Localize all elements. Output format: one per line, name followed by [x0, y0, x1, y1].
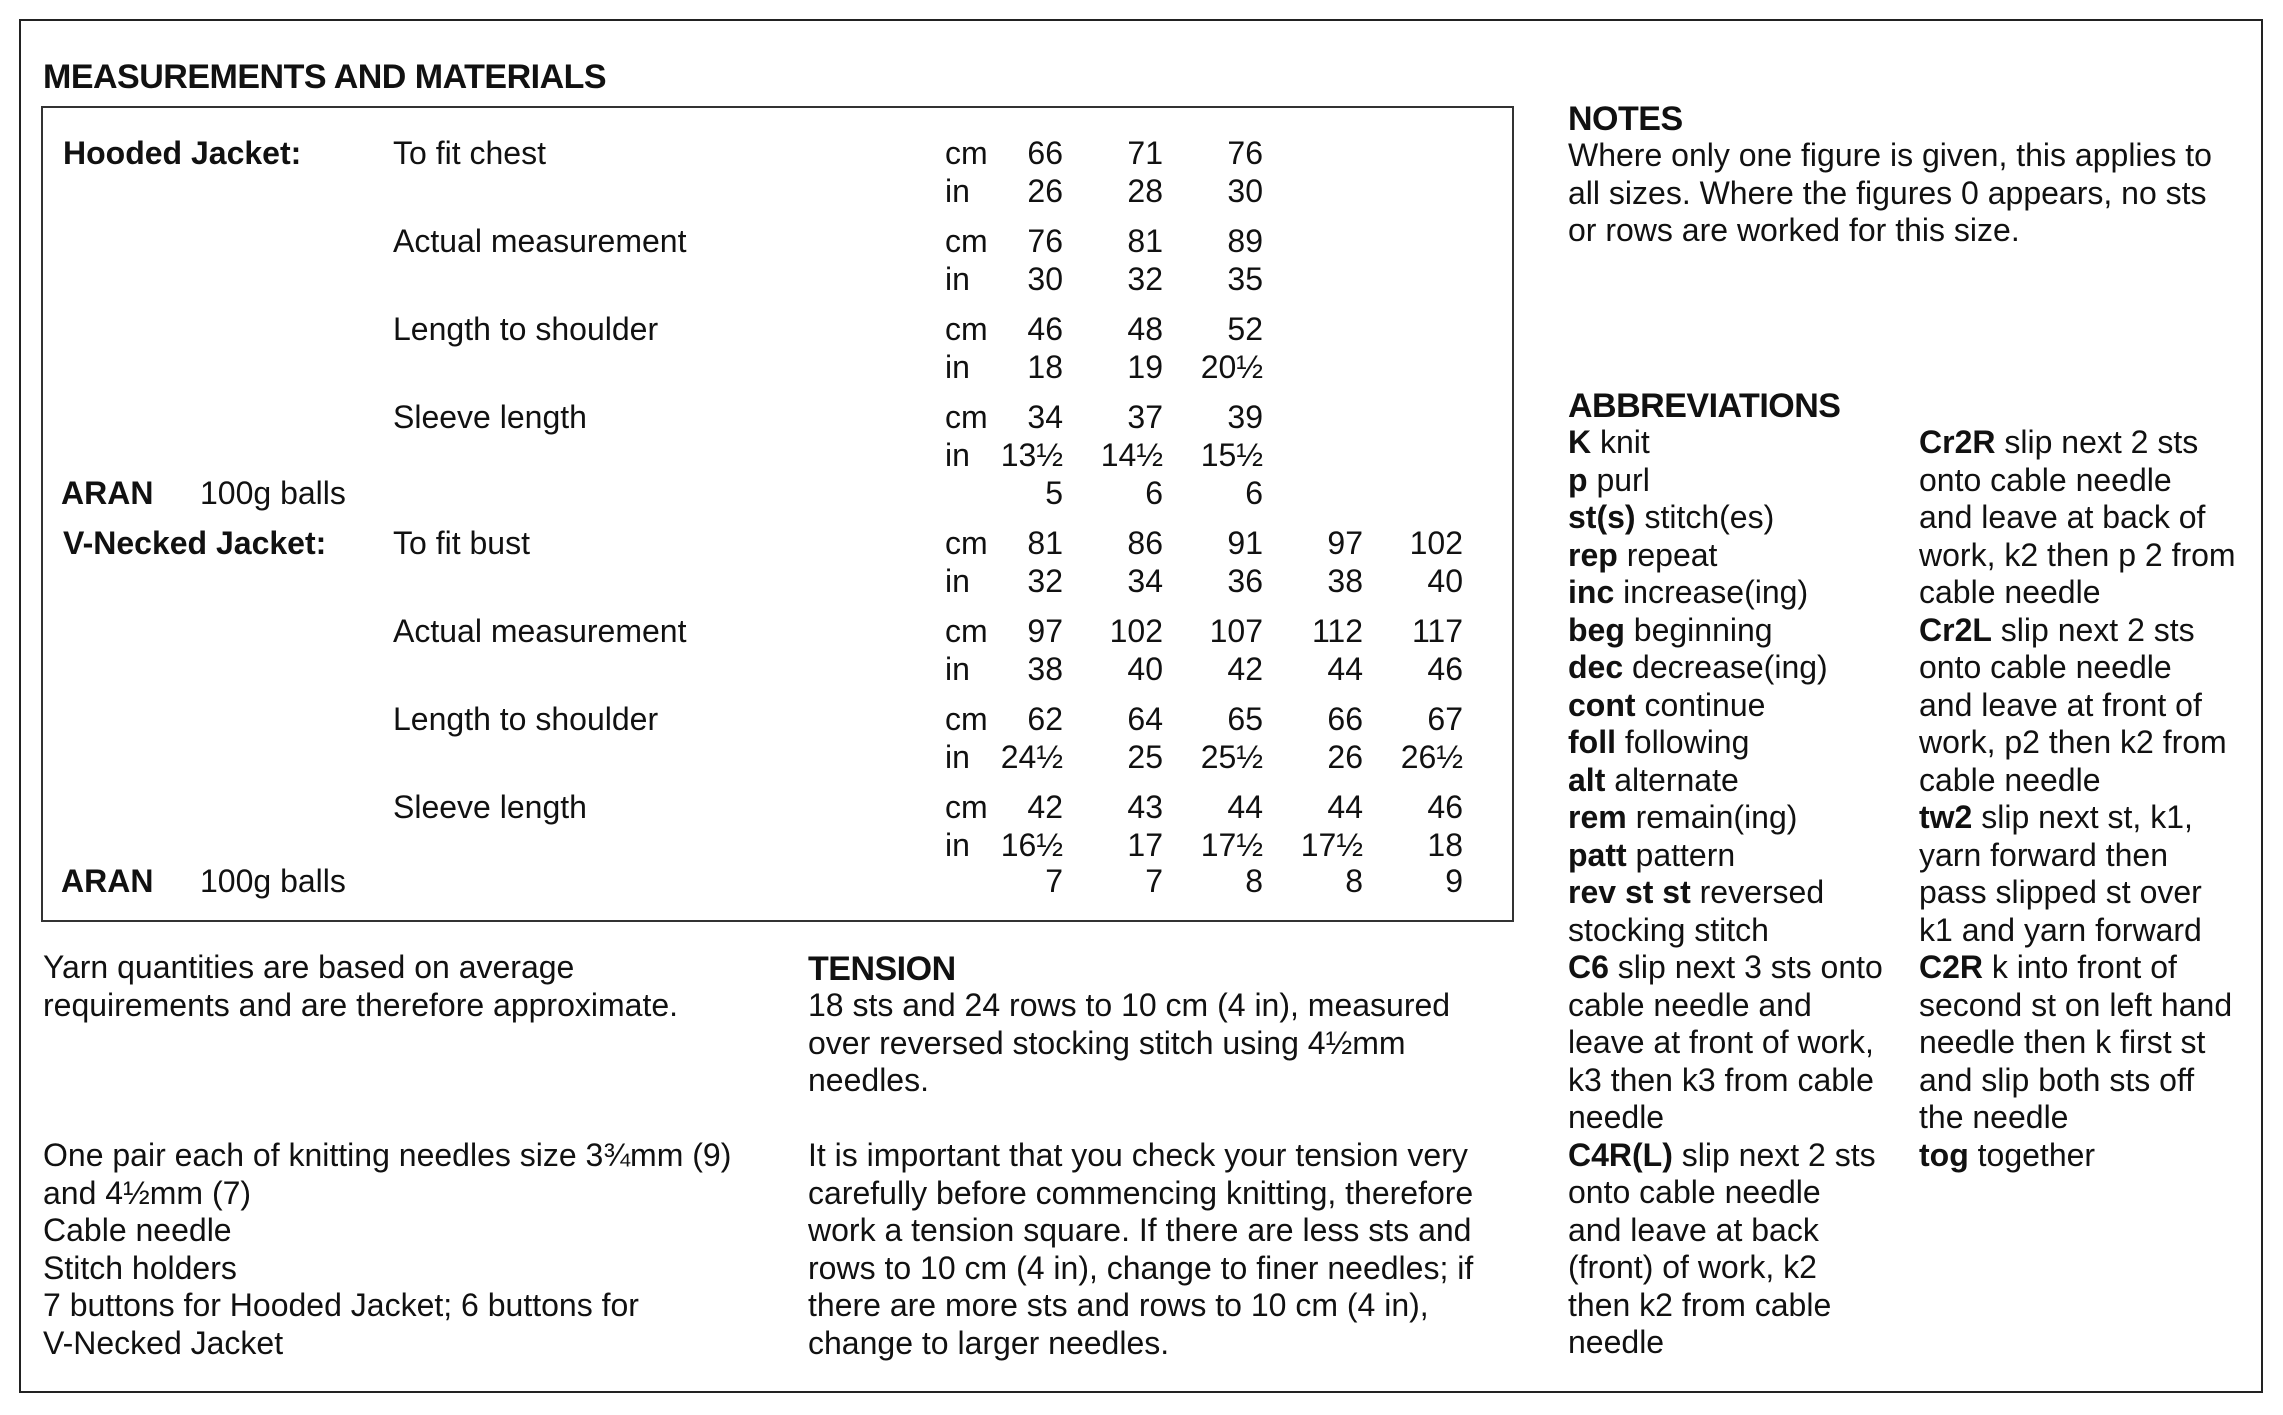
measurement-value-cm: 112: [1311, 613, 1363, 649]
materials-list: [43, 1137, 731, 1362]
measurement-value-cm: 62: [1027, 701, 1063, 737]
measurement-value-in: 17½: [1300, 827, 1363, 863]
abbreviation-row: [1919, 949, 2236, 987]
yarn-note: [43, 949, 678, 1024]
abbreviations-column-2: [1919, 424, 2236, 1174]
abbreviation-row: [1919, 799, 2236, 837]
abbreviation-term: C4R(L): [1568, 1136, 1673, 1173]
abbreviation-meaning: slip next 2 sts: [1672, 1136, 1876, 1173]
measurement-value-in: 17½: [1200, 827, 1263, 863]
abbreviation-row: [1568, 1324, 1883, 1362]
abbreviation-row: [1568, 1249, 1883, 1287]
abbreviation-term: cont: [1568, 686, 1636, 723]
abbreviation-row: [1919, 837, 2236, 875]
abbreviation-meaning: cable needle: [1919, 761, 2101, 798]
unit-in: in: [945, 261, 970, 297]
abbreviation-meaning: pass slipped st over: [1919, 874, 2202, 910]
measurement-value-cm: 76: [1027, 223, 1063, 259]
measurement-value-cm: 66: [1327, 701, 1363, 737]
measurement-name: To fit bust: [393, 525, 530, 561]
section-title: MEASUREMENTS AND MATERIALS: [43, 58, 607, 96]
yarn-type-label: ARAN: [61, 475, 154, 511]
measurement-value-cm: 102: [1409, 525, 1463, 561]
abbreviation-meaning: purl: [1587, 461, 1650, 498]
abbreviation-row: [1919, 762, 2236, 800]
measurement-value-in: 35: [1227, 261, 1263, 297]
abbreviation-row: [1568, 724, 1883, 762]
yarn-ball-desc: 100g balls: [200, 863, 346, 899]
abbreviation-row: [1919, 1024, 2236, 1062]
notes-heading: NOTES: [1568, 100, 1683, 138]
measurement-value-in: 14½: [1100, 437, 1163, 473]
yarn-ball-count: 7: [1145, 863, 1163, 899]
abbreviation-meaning: second st on left hand: [1919, 986, 2233, 1023]
unit-in: in: [945, 349, 970, 385]
abbreviation-row: [1568, 1062, 1883, 1100]
abbreviation-term: tog: [1919, 1136, 1969, 1173]
measurement-value-cm: 81: [1127, 223, 1163, 259]
tension-text: [808, 987, 1450, 1100]
measurement-value-cm: 67: [1427, 701, 1463, 737]
tension-line: 18 sts and 24 rows to 10 cm (4 in), measured: [808, 987, 1451, 1023]
measurement-value-in: 32: [1127, 261, 1163, 297]
abbreviation-meaning: cable needle: [1919, 574, 2101, 610]
measurement-value-cm: 34: [1027, 399, 1063, 435]
abbreviation-term: rep: [1568, 536, 1618, 573]
jacket-label: Hooded Jacket:: [63, 135, 302, 171]
materials-line: Cable needle: [43, 1212, 232, 1248]
abbreviation-meaning: following: [1615, 724, 1750, 760]
measurement-value-cm: 46: [1027, 311, 1063, 347]
measurement-value-in: 20½: [1200, 349, 1263, 385]
abbreviation-term: st(s): [1568, 499, 1636, 535]
measurement-value-in: 17: [1127, 827, 1163, 863]
yarn-ball-count: 9: [1445, 863, 1463, 899]
measurement-value-cm: 46: [1427, 789, 1463, 825]
measurement-value-cm: 89: [1227, 223, 1263, 259]
measurement-value-cm: 44: [1327, 789, 1363, 825]
abbreviation-term: alt: [1568, 761, 1606, 798]
abbreviation-meaning: onto cable needle: [1919, 649, 2172, 685]
measurement-value-in: 19: [1127, 349, 1163, 385]
unit-in: in: [945, 827, 970, 863]
tension-check-text: [808, 1137, 1473, 1362]
measurement-value-cm: 37: [1127, 399, 1163, 435]
abbreviation-row: [1919, 1099, 2236, 1137]
abbreviation-row: [1568, 1024, 1883, 1062]
measurement-value-in: 25: [1127, 739, 1163, 775]
abbreviation-meaning: continue: [1635, 686, 1766, 723]
measurement-value-in: 26: [1327, 739, 1363, 775]
abbreviation-term: inc: [1568, 574, 1615, 610]
unit-in: in: [945, 437, 970, 473]
abbreviation-row: [1568, 462, 1883, 500]
measurement-value-in: 38: [1027, 651, 1063, 687]
abbreviation-row: [1919, 687, 2236, 725]
abbreviation-row: [1568, 424, 1883, 462]
measurement-name: Sleeve length: [393, 399, 587, 435]
abbreviation-meaning: work, k2 then p 2 from: [1919, 536, 2236, 573]
measurement-value-in: 40: [1427, 563, 1463, 599]
tension-line: over reversed stocking stitch using 4½mm: [808, 1024, 1406, 1061]
abbreviation-row: [1568, 687, 1883, 725]
abbreviation-row: [1568, 1099, 1883, 1137]
abbreviations-column-1: [1568, 424, 1883, 1362]
abbreviation-meaning: (front) of work, k2: [1568, 1249, 1817, 1285]
yarn-ball-desc: 100g balls: [200, 475, 346, 511]
abbreviation-meaning: slip next 3 sts onto: [1608, 949, 1883, 985]
abbreviation-meaning: onto cable needle: [1568, 1174, 1821, 1210]
abbreviation-meaning: onto cable needle: [1919, 461, 2172, 498]
measurement-value-cm: 42: [1027, 789, 1063, 825]
abbreviation-row: [1919, 649, 2236, 687]
abbreviation-meaning: leave at front of work,: [1568, 1024, 1874, 1060]
abbreviation-row: [1568, 574, 1883, 612]
abbreviation-row: [1919, 612, 2236, 650]
tension-check-line: carefully before commencing knitting, therefore: [808, 1174, 1474, 1211]
measurement-name: Sleeve length: [393, 789, 587, 825]
abbreviation-meaning: beginning: [1624, 611, 1773, 648]
abbreviation-term: foll: [1568, 724, 1616, 760]
measurement-value-cm: 97: [1327, 525, 1363, 561]
measurement-value-in: 26½: [1400, 739, 1463, 775]
abbreviation-meaning: needle: [1568, 1324, 1665, 1360]
abbreviation-meaning: slip next 2 sts: [1995, 424, 2199, 460]
abbreviation-meaning: pattern: [1626, 836, 1736, 873]
tension-check-line: It is important that you check your tension very: [808, 1137, 1468, 1173]
measurement-value-in: 34: [1127, 563, 1163, 599]
measurement-value-cm: 102: [1109, 613, 1163, 649]
measurement-value-cm: 81: [1027, 525, 1063, 561]
abbreviation-term: dec: [1568, 649, 1624, 685]
yarn-ball-count: 7: [1045, 863, 1063, 899]
measurement-value-in: 25½: [1200, 739, 1263, 775]
tension-heading: TENSION: [808, 950, 956, 988]
measurement-value-in: 42: [1227, 651, 1263, 687]
abbreviation-meaning: reversed: [1690, 874, 1825, 910]
measurement-value-cm: 117: [1411, 613, 1463, 649]
abbreviation-row: [1568, 1212, 1883, 1250]
measurement-value-in: 18: [1027, 349, 1063, 385]
abbreviation-meaning: slip next st, k1,: [1972, 799, 2193, 835]
measurement-value-cm: 39: [1227, 399, 1263, 435]
abbreviation-term: Cr2L: [1919, 611, 1992, 648]
unit-cm: cm: [945, 399, 988, 435]
notes-text: [1568, 137, 2212, 250]
measurement-value-in: 30: [1227, 173, 1263, 209]
unit-cm: cm: [945, 789, 988, 825]
measurement-value-cm: 44: [1227, 789, 1263, 825]
measurement-value-cm: 86: [1127, 525, 1163, 561]
abbreviation-meaning: increase(ing): [1614, 574, 1809, 610]
measurement-name: Length to shoulder: [393, 311, 659, 347]
measurement-name: To fit chest: [393, 135, 546, 171]
abbreviation-meaning: stocking stitch: [1568, 911, 1769, 948]
yarn-ball-count: 6: [1245, 475, 1263, 511]
abbreviation-meaning: yarn forward then: [1919, 836, 2169, 873]
abbreviation-meaning: work, p2 then k2 from: [1919, 724, 2227, 760]
measurement-value-cm: 76: [1227, 135, 1263, 171]
yarn-ball-count: 5: [1045, 475, 1063, 511]
abbreviation-row: [1568, 987, 1883, 1025]
abbreviation-row: [1919, 912, 2236, 950]
materials-line: 7 buttons for Hooded Jacket; 6 buttons for: [43, 1287, 639, 1323]
unit-cm: cm: [945, 613, 988, 649]
measurement-value-cm: 48: [1127, 311, 1163, 347]
abbreviation-term: beg: [1568, 611, 1625, 648]
abbreviation-term: patt: [1568, 836, 1627, 873]
abbreviation-meaning: stitch(es): [1635, 499, 1775, 535]
measurement-value-cm: 43: [1127, 789, 1163, 825]
abbreviation-meaning: the needle: [1919, 1099, 2069, 1135]
unit-cm: cm: [945, 223, 988, 259]
measurement-value-in: 24½: [1000, 739, 1063, 775]
abbreviation-row: [1919, 462, 2236, 500]
measurement-value-in: 44: [1327, 651, 1363, 687]
abbreviation-row: [1568, 837, 1883, 875]
measurement-value-in: 38: [1327, 563, 1363, 599]
abbreviation-row: [1568, 499, 1883, 537]
notes-line: or rows are worked for this size.: [1568, 212, 2020, 248]
measurement-value-in: 16½: [1000, 827, 1063, 863]
materials-line: V-Necked Jacket: [43, 1324, 284, 1361]
abbreviation-meaning: slip next 2 sts: [1991, 611, 2195, 648]
abbreviation-meaning: and leave at back of: [1919, 499, 2206, 535]
materials-line: and 4½mm (7): [43, 1174, 252, 1211]
measurement-value-cm: 52: [1227, 311, 1263, 347]
measurement-value-in: 28: [1127, 173, 1163, 209]
measurement-name: Length to shoulder: [393, 701, 659, 737]
abbreviation-row: [1919, 987, 2236, 1025]
unit-cm: cm: [945, 311, 988, 347]
abbreviation-term: C6: [1568, 949, 1609, 985]
abbreviation-term: C2R: [1919, 949, 1984, 985]
unit-in: in: [945, 173, 970, 209]
measurement-value-in: 15½: [1200, 437, 1263, 473]
abbreviation-term: rem: [1568, 799, 1627, 835]
abbreviation-row: [1568, 537, 1883, 575]
measurement-name: Actual measurement: [393, 223, 687, 259]
abbreviation-row: [1568, 949, 1883, 987]
notes-line: all sizes. Where the figures 0 appears, no sts: [1568, 174, 2207, 211]
measurement-value-cm: 107: [1209, 613, 1263, 649]
abbreviation-meaning: and leave at front of: [1919, 686, 2202, 723]
abbreviation-row: [1568, 1287, 1883, 1325]
abbreviation-row: [1919, 537, 2236, 575]
tension-check-line: change to larger needles.: [808, 1324, 1170, 1361]
measurement-value-cm: 97: [1027, 613, 1063, 649]
abbreviation-row: [1568, 1137, 1883, 1175]
abbreviation-meaning: and slip both sts off: [1919, 1061, 2195, 1098]
abbreviations-heading: ABBREVIATIONS: [1568, 387, 1841, 425]
abbreviation-term: p: [1568, 461, 1588, 498]
abbreviation-row: [1568, 874, 1883, 912]
abbreviation-meaning: k into front of: [1983, 949, 2177, 985]
abbreviation-row: [1568, 649, 1883, 687]
abbreviation-term: K: [1568, 424, 1592, 460]
abbreviation-meaning: then k2 from cable: [1568, 1286, 1832, 1323]
measurement-value-cm: 66: [1027, 135, 1063, 171]
abbreviation-row: [1919, 1137, 2236, 1175]
abbreviation-meaning: cable needle and: [1568, 986, 1812, 1023]
yarn-note-line: requirements and are therefore approximate.: [43, 986, 679, 1023]
abbreviation-meaning: decrease(ing): [1623, 649, 1828, 685]
abbreviation-row: [1568, 762, 1883, 800]
tension-line: needles.: [808, 1062, 929, 1098]
measurement-value-in: 13½: [1000, 437, 1063, 473]
abbreviation-meaning: k3 then k3 from cable: [1568, 1061, 1874, 1098]
abbreviation-term: Cr2R: [1919, 424, 1996, 460]
abbreviation-meaning: alternate: [1605, 761, 1739, 798]
abbreviation-meaning: repeat: [1617, 536, 1718, 573]
abbreviation-meaning: needle then k first st: [1919, 1024, 2206, 1060]
abbreviation-meaning: knit: [1591, 424, 1650, 460]
yarn-ball-count: 8: [1345, 863, 1363, 899]
abbreviation-meaning: needle: [1568, 1099, 1665, 1135]
abbreviation-term: tw2: [1919, 799, 1973, 835]
abbreviation-row: [1919, 574, 2236, 612]
yarn-ball-count: 6: [1145, 475, 1163, 511]
abbreviation-row: [1919, 1062, 2236, 1100]
unit-in: in: [945, 651, 970, 687]
notes-line: Where only one figure is given, this applies to: [1568, 137, 2212, 173]
yarn-type-label: ARAN: [61, 863, 154, 899]
abbreviation-row: [1568, 1174, 1883, 1212]
unit-cm: cm: [945, 135, 988, 171]
abbreviation-meaning: together: [1968, 1136, 2096, 1173]
abbreviation-row: [1919, 874, 2236, 912]
abbreviation-row: [1568, 912, 1883, 950]
abbreviation-meaning: and leave at back: [1568, 1211, 1819, 1248]
measurement-name: Actual measurement: [393, 613, 687, 649]
measurement-value-cm: 71: [1127, 135, 1163, 171]
abbreviation-row: [1919, 499, 2236, 537]
measurement-value-in: 32: [1027, 563, 1063, 599]
tension-check-line: there are more sts and rows to 10 cm (4 in),: [808, 1287, 1429, 1323]
materials-line: One pair each of knitting needles size 3¾mm (9): [43, 1137, 732, 1173]
measurement-value-in: 18: [1427, 827, 1463, 863]
unit-in: in: [945, 563, 970, 599]
abbreviation-row: [1568, 799, 1883, 837]
measurement-value-in: 46: [1427, 651, 1463, 687]
measurement-value-in: 30: [1027, 261, 1063, 297]
measurement-value-cm: 64: [1127, 701, 1163, 737]
abbreviation-meaning: remain(ing): [1626, 799, 1798, 835]
measurement-value-in: 36: [1227, 563, 1263, 599]
yarn-note-line: Yarn quantities are based on average: [43, 949, 575, 985]
tension-check-line: rows to 10 cm (4 in), change to finer needles; if: [808, 1249, 1474, 1286]
abbreviation-row: [1568, 612, 1883, 650]
yarn-ball-count: 8: [1245, 863, 1263, 899]
measurement-value-cm: 65: [1227, 701, 1263, 737]
jacket-label: V-Necked Jacket:: [63, 525, 327, 561]
materials-line: Stitch holders: [43, 1249, 237, 1286]
unit-in: in: [945, 739, 970, 775]
abbreviation-term: rev st st: [1568, 874, 1691, 910]
tension-check-line: work a tension square. If there are less sts and: [808, 1212, 1472, 1248]
unit-cm: cm: [945, 525, 988, 561]
abbreviation-row: [1919, 424, 2236, 462]
measurement-value-cm: 91: [1227, 525, 1263, 561]
abbreviation-row: [1919, 724, 2236, 762]
measurement-value-in: 40: [1127, 651, 1163, 687]
abbreviation-meaning: k1 and yarn forward: [1919, 911, 2202, 948]
unit-cm: cm: [945, 701, 988, 737]
measurement-value-in: 26: [1027, 173, 1063, 209]
